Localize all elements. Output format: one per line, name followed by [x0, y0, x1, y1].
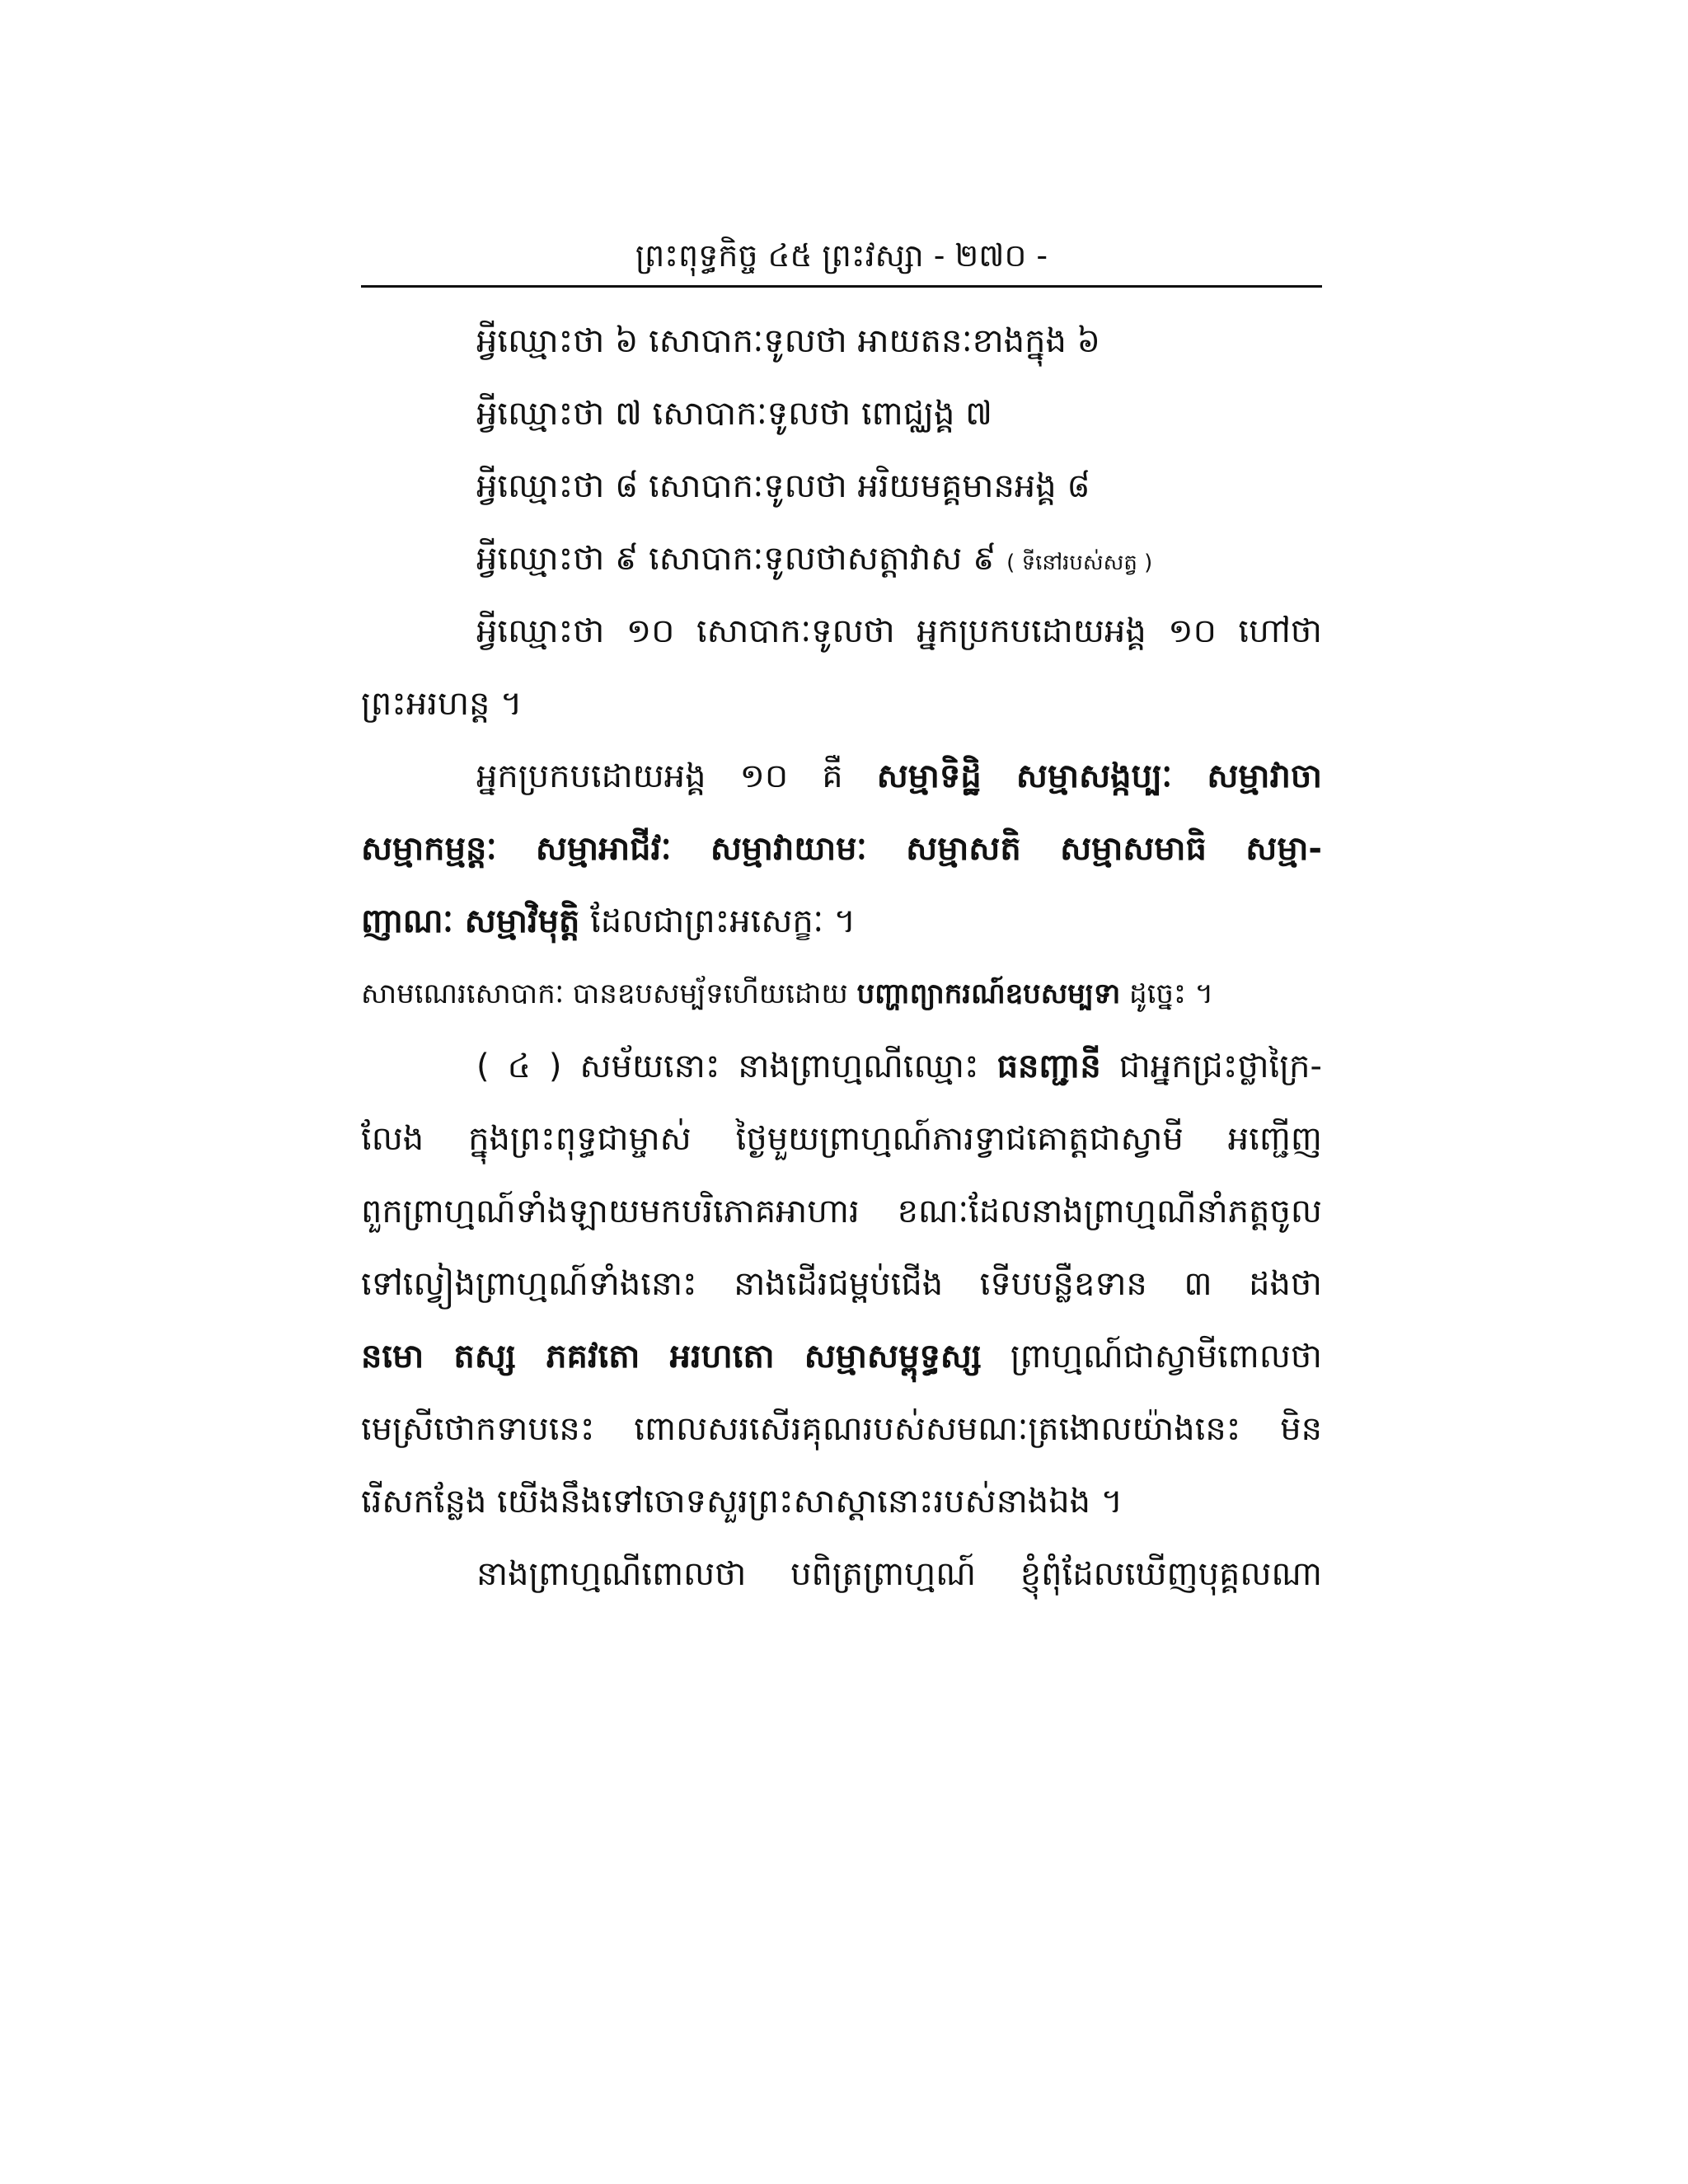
text-line-11-main: ( ៤ ) សម័យនោះ នាងព្រាហ្មណីឈ្មោះ [476, 1047, 979, 1085]
text-line-11-bold: ធនញ្ជានី [996, 1047, 1101, 1085]
text-line-7 [361, 740, 1322, 813]
text-line-18: នាងព្រាហ្មណីពោលថា បពិត្រព្រាហ្មណ៍ ខ្ញុំពុំដែលឃើញបុគ្គលណា [476, 1555, 1322, 1593]
text-line-11-end: ជាអ្នកជ្រះថ្លាក្រៃ- [1118, 1047, 1322, 1085]
text-line-3: អ្វីឈ្មោះថា ៨ សោបាកៈទូលថា អរិយមគ្គមានអង្គ ៨ [476, 467, 1090, 505]
text-line-12: លែង ក្នុងព្រះពុទ្ធជាម្ចាស់ ថ្ងៃមួយព្រាហ្មណ៍ភារទ្វាជគោត្តជាស្វាមី អញ្ជើញ [361, 1120, 1322, 1158]
text-line-17: រើសកន្លែង យើងនឹងទៅចោទសួរព្រះសាស្ដានោះរបស់នាងឯង ។ [361, 1483, 1123, 1521]
text-line-4-note: ( ទីនៅរបស់សត្វ ) [1006, 551, 1153, 575]
text-line-15-bold: នមោ តស្ស ភគវតោ អរហតោ សម្មាសម្ពុទ្ធស្ស [361, 1338, 982, 1376]
text-line-10-end: ដូច្នេះ ។ [1129, 977, 1214, 1010]
header-rule [361, 285, 1322, 288]
text-line-10-main: សាមណេរសោបាកៈ បានឧបសម្ប័ទហើយដោយ [361, 977, 848, 1010]
text-line-11 [361, 1030, 1322, 1103]
text-line-4-main: អ្វីឈ្មោះថា ៩ សោបាកៈទូលថាសត្តាវាស ៩ [476, 540, 996, 578]
text-line-7-bold: សម្មាទិដ្ឋិ សម្មាសង្កប្បៈ សម្មាវាចា [876, 757, 1322, 795]
text-line-15-main: ព្រាហ្មណ៍ជាស្វាមីពោលថា [1010, 1338, 1322, 1376]
body-text [361, 305, 1322, 1610]
text-line-13: ពួកព្រាហ្មណ៍ទាំងឡាយមកបរិភោគអាហារ ខណៈដែលនាងព្រាហ្មណីនាំភត្តចូល [361, 1193, 1322, 1230]
text-line-4 [361, 523, 1322, 595]
text-line-2: អ្វីឈ្មោះថា ៧ សោបាកៈទូលថា ពោជ្ឈង្គ ៧ [476, 395, 992, 433]
text-line-8 [361, 813, 1322, 885]
text-line-6: ព្រះអរហន្ត ។ [361, 685, 523, 723]
text-line-15 [361, 1320, 1322, 1393]
text-line-9-main: ដែលជាព្រះអសេក្ខៈ ។ [590, 902, 856, 940]
text-line-16: មេស្រីថោកទាបនេះ ពោលសរសើរគុណរបស់សមណៈត្រងោលយ៉ាងនេះ មិន [361, 1410, 1322, 1448]
text-line-14: ទៅល្វៀងព្រាហ្មណ៍ទាំងនោះ នាងដើរជម្ពប់ជើង ទើបបន្លឺឧទាន ៣ ដងថា [361, 1265, 1322, 1303]
text-line-8-bold: សម្មាកម្មន្តៈ សម្មាអាជីវៈ សម្មាវាយាមៈ សម្មាសតិ សម្មាសមាធិ សម្មា- [361, 830, 1322, 868]
text-line-7-main: អ្នកប្រកបដោយអង្គ ១០ គឺ [476, 757, 843, 795]
text-line-9-bold: ញាណៈ សម្មាវិមុត្តិ [361, 902, 580, 940]
text-line-10 [361, 958, 1322, 1030]
text-line-5: អ្វីឈ្មោះថា ១០ សោបាកៈទូលថា អ្នកប្រកបដោយអង្គ ១០ ហៅថា [476, 612, 1322, 650]
page-header: ព្រះពុទ្ធកិច្ច ៤៥ ព្រះវស្សា - ២៧០ - [635, 237, 1048, 274]
text-line-9 [361, 885, 1322, 958]
text-line-10-bold: បញ្ហាព្យាករណ៍ឧបសម្បទា [856, 977, 1121, 1010]
text-line-1: អ្វីឈ្មោះថា ៦ សោបាកៈទូលថា អាយតនៈខាងក្នុង ៦ [476, 322, 1100, 360]
